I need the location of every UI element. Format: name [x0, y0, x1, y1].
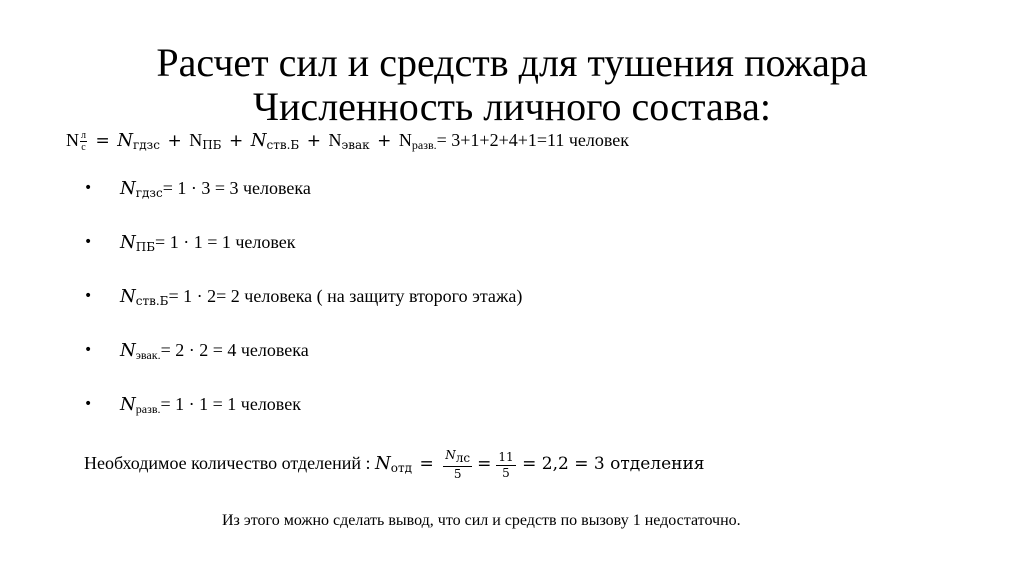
bullet-icon: •: [84, 396, 93, 412]
total-personnel-formula: N $\frac{л}{с}$ = $N_{гдзс} + N_{ПБ} + N_{ств.Б} + N_{эвак} + N_{разв.}= 3+1+2+4+1=11$ человек: [66, 130, 630, 154]
detachments-fraction-1: $\frac{N_{лс}}{5}$: [445, 448, 471, 481]
list-item: • $N_{гдзс}= 1 \cdot 3 = 3$ человека: [84, 178, 311, 200]
detachments-result: = 2,2 = 3 отделения: [522, 454, 705, 475]
list-item: • $N_{эвак.}= 2 \cdot 2 = 4$ человека: [84, 340, 309, 362]
list-item: • $N_{ПБ}= 1 \cdot 1 = 1$ человек: [84, 232, 296, 254]
slide-subtitle: Численность личного состава:: [253, 84, 771, 129]
list-item: • $N_{разв.}= 1 \cdot 1 = 1$ человек: [84, 394, 301, 416]
detachments-formula: Необходимое количество отделений : $N_{отд}$ = $\frac{N_{лс}}{5}$ = $\frac{11}{5}$ = 2,2 = 3 отделения: [84, 448, 705, 481]
bullet-icon: •: [84, 234, 93, 250]
slide-title: Расчет сил и средств для тушения пожара: [156, 40, 868, 85]
bullet-icon: •: [84, 180, 93, 196]
list-item: • $N_{ств.Б}= 1 \cdot 2= 2$ человека ( на защиту второго этажа): [84, 286, 523, 308]
detachments-label: Необходимое количество отделений :: [84, 453, 375, 474]
conclusion-text: Из этого можно сделать вывод, что сил и средств по вызову 1 недостаточно.: [222, 512, 741, 529]
formula-fraction: $\frac{л}{с}$: [81, 130, 86, 154]
detachments-fraction-2: $\frac{11}{5}$: [498, 449, 514, 480]
bullet-icon: •: [84, 288, 93, 304]
formula-symbol: N: [66, 130, 79, 150]
formula-result: = 3+1+2+4+1=11 человек: [436, 130, 630, 150]
personnel-breakdown-list: [84, 176, 522, 446]
bullet-icon: •: [84, 342, 93, 358]
